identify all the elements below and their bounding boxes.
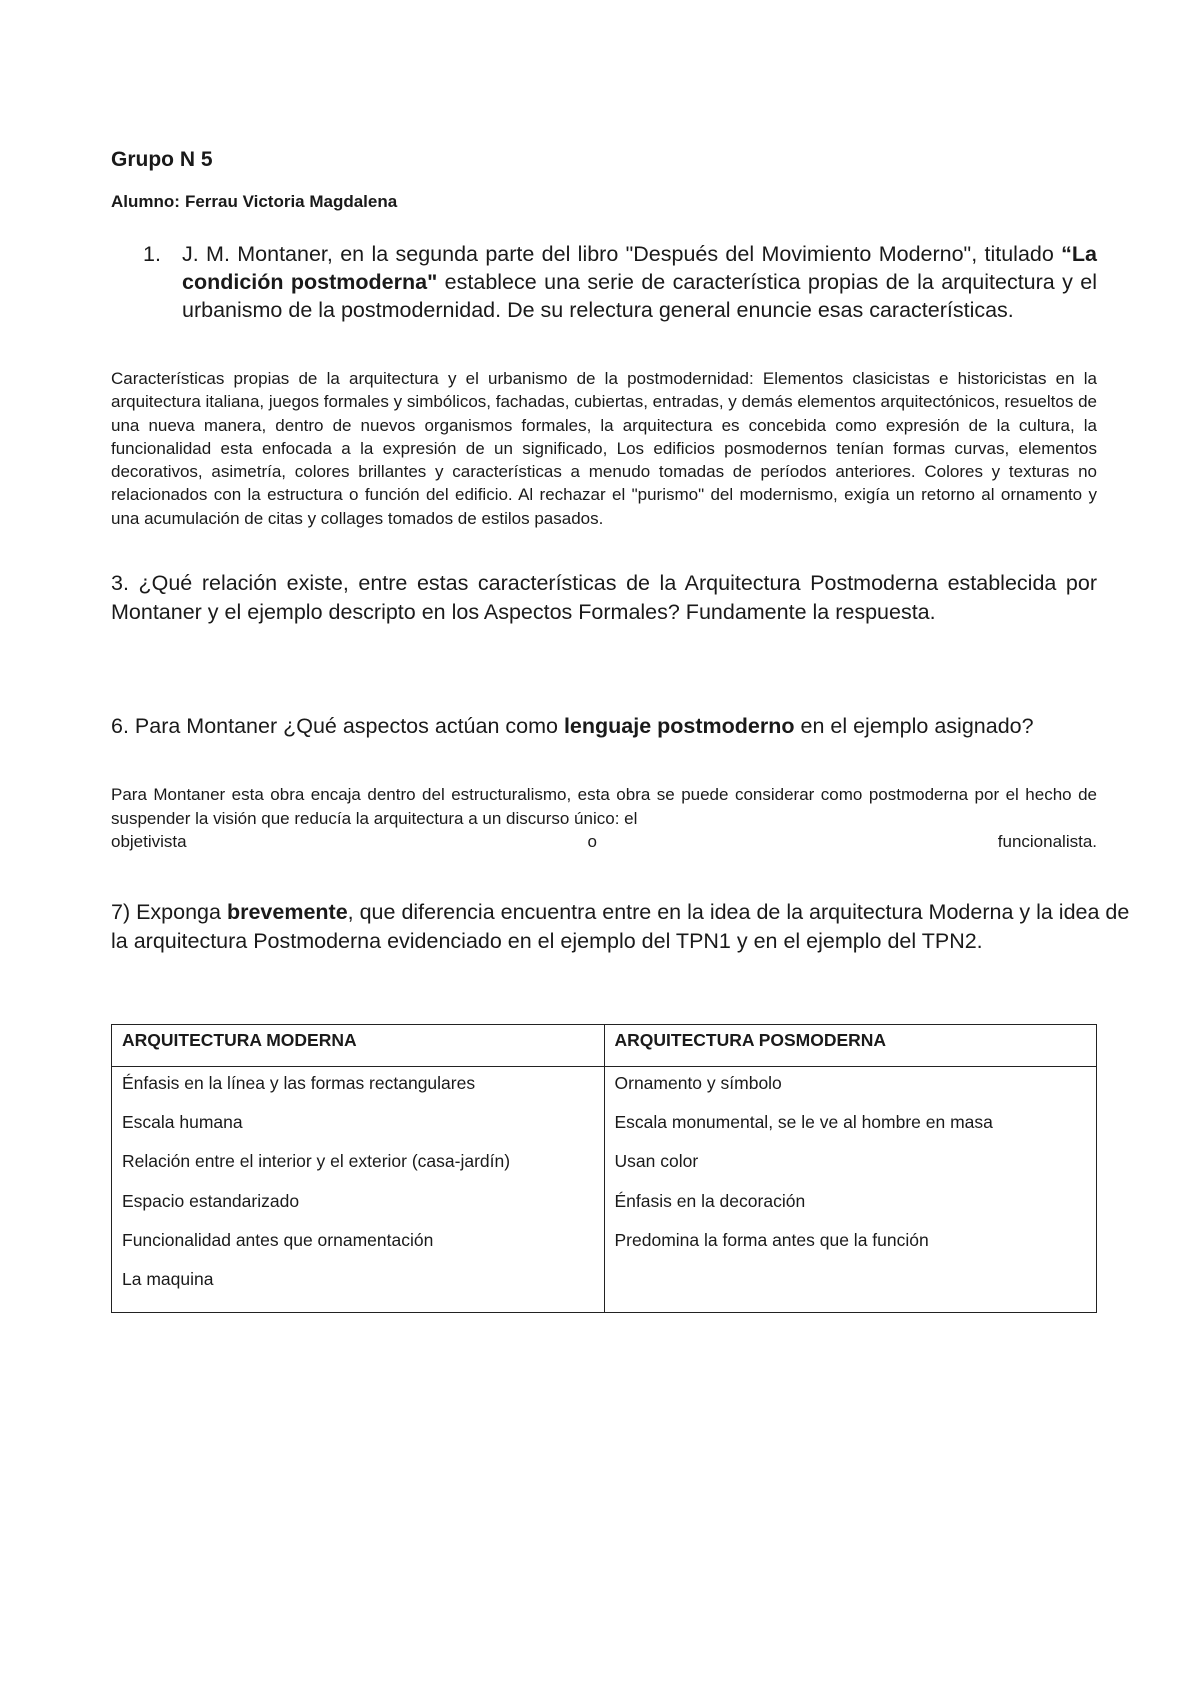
- moderna-item: Relación entre el interior y el exterior (casa-jardín): [122, 1151, 511, 1172]
- posmoderna-item: Escala monumental, se le ve al hombre en masa: [614, 1112, 993, 1133]
- question-6-text-after: en el ejemplo asignado?: [794, 714, 1034, 738]
- answer-1: Características propias de la arquitectura y el urbanismo de la postmodernidad: Elementos clasicistas e historicistas en la arquitectura italiana, juegos formales y simbólicos, fachadas, cubiertas, entradas, y demás elementos arquitectónicos, resueltos de una nueva manera, dentro de nuevos organismos formales, la arquitectura es concebida como expresión de la cultura, la funcionalidad esta enfocada a la expresión de un significado, Los edificios posmodernos tenían formas curvas, elementos decorativos, asimetría, colores brillantes y características a menudo tomadas de períodos anteriores. Colores y texturas no relacionados con la estructura o función del edificio. Al rechazar el "purismo" del modernismo, exigía un retorno al ornamento y una acumulación de citas y collages tomados de estilos pasados.: [111, 369, 1097, 528]
- moderna-item: Escala humana: [122, 1112, 243, 1133]
- answer-6-word: funcionalista.: [997, 832, 1097, 851]
- moderna-item: Énfasis en la línea y las formas rectangulares: [122, 1073, 476, 1093]
- question-1-text: [182, 240, 1097, 324]
- group-title: Grupo N 5: [111, 148, 213, 171]
- question-7: [111, 898, 1141, 955]
- header-posmoderna: ARQUITECTURA POSMODERNA: [604, 1025, 1097, 1067]
- question-1-text-after: establece una serie de característica propias de la arquitectura y el urbanismo de la postmodernidad. De su relectura general enuncie esas características.: [182, 270, 1097, 322]
- table-header-row: [112, 1025, 1097, 1067]
- question-7-text-after: , que diferencia encuentra entre en la idea de la arquitectura Moderna y la idea de la arquitectura Postmoderna evidenciado en el ejemplo del TPN1 y en el ejemplo del TPN2.: [111, 900, 1130, 953]
- question-6-text-before: 6. Para Montaner ¿Qué aspectos actúan como: [111, 714, 564, 738]
- moderna-item: La maquina: [122, 1268, 214, 1289]
- student-name: Ferrau Victoria Magdalena: [184, 192, 398, 211]
- answer-6-word: objetivista: [111, 832, 187, 851]
- question-6-bold: lenguaje postmoderno: [563, 714, 795, 738]
- posmoderna-item: Usan color: [614, 1151, 699, 1172]
- table-row: [112, 1067, 1097, 1313]
- question-6: [111, 712, 1097, 740]
- posmoderna-column: [604, 1067, 1097, 1313]
- answer-6: [111, 783, 1097, 854]
- book-title: “La condición postmoderna": [182, 242, 1097, 294]
- question-1: [143, 240, 1097, 324]
- answer-6-last-line: [111, 830, 1097, 854]
- student-label: Alumno:: [111, 192, 180, 211]
- moderna-item: Funcionalidad antes que ornamentación: [122, 1229, 434, 1250]
- header-moderna: ARQUITECTURA MODERNA: [112, 1025, 605, 1067]
- question-3: 3. ¿Qué relación existe, entre estas características de la Arquitectura Postmoderna establecida por Montaner y el ejemplo descripto en los Aspectos Formales? Fundamente la respuesta.: [111, 571, 1097, 624]
- student-line: [111, 192, 397, 212]
- comparison-table: [111, 1024, 1097, 1313]
- question-7-bold: brevemente: [226, 900, 348, 924]
- question-7-text-before: 7) Exponga: [111, 900, 227, 924]
- moderna-column: [112, 1067, 605, 1313]
- answer-6-word: o: [587, 832, 597, 851]
- moderna-item: Espacio estandarizado: [122, 1190, 300, 1211]
- question-1-number: 1.: [143, 242, 161, 266]
- question-1-text-before: J. M. Montaner, en la segunda parte del libro "Después del Movimiento Moderno", titulado: [182, 242, 1062, 266]
- posmoderna-item: Ornamento y símbolo: [614, 1073, 782, 1093]
- answer-6-text: Para Montaner esta obra encaja dentro del estructuralismo, esta obra se puede considerar como postmoderna por el hecho de suspender la visión que reducía la arquitectura a un discurso único: el: [111, 785, 1097, 828]
- posmoderna-item: Énfasis en la decoración: [614, 1190, 806, 1211]
- posmoderna-item: Predomina la forma antes que la función: [614, 1229, 929, 1250]
